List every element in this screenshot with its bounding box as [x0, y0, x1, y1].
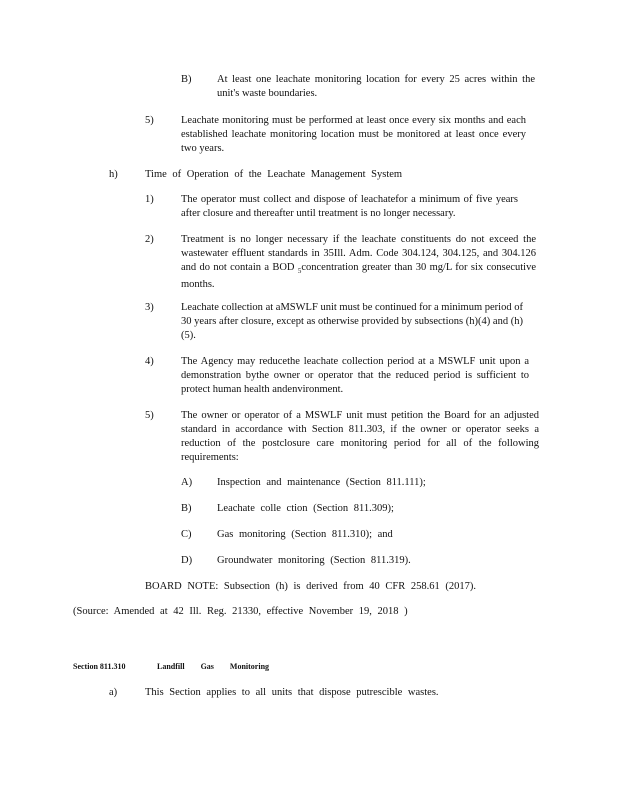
list-marker: 2) [145, 234, 154, 245]
paragraph-text: At least one leachate monitoring location for every 25 acres within the unit's waste boundaries. [217, 74, 535, 99]
list-item-text: Leachate colle ction (Section 811.309); [217, 503, 394, 514]
list-marker: C) [181, 529, 192, 540]
list-marker: 1) [145, 194, 154, 205]
paragraph-text [181, 233, 536, 292]
list-marker: 5) [145, 115, 154, 126]
list-marker: h) [109, 169, 118, 180]
paragraph-text: The owner or operator of a MSWLF unit must petition the Board for an adjusted standard in accordance with Section 811.303, if the owner or operator seeks a reduction of the postclosure care monitoring period for all of the following requirements: [181, 410, 539, 463]
paragraph-text: The operator must collect and dispose of leachatefor a minimum of five years after closure and thereafter until treatment is no longer necessary. [181, 194, 518, 219]
subscript: 5 [297, 267, 302, 276]
section-number: Section 811.310 [73, 662, 126, 671]
list-marker: B) [181, 74, 192, 85]
paragraph-text-part: concentration greater than 30 mg/L for six consecutive months. [181, 262, 537, 291]
source-note: (Source: Amended at 42 Ill. Reg. 21330, effective November 19, 2018 ) [73, 606, 408, 617]
list-marker: 3) [145, 302, 154, 313]
board-note: BOARD NOTE: Subsection (h) is derived from 40 CFR 258.61 (2017). [145, 581, 476, 592]
paragraph-text: Leachate collection at aMSWLF unit must be continued for a minimum period of 30 years after closure, except as otherwise provided by subsections (h)(4) and (h)(5). [181, 302, 523, 341]
list-marker: 5) [145, 410, 154, 421]
list-marker: a) [109, 687, 118, 698]
section-title: Landfill Gas Monitoring [157, 662, 270, 671]
list-marker: B) [181, 503, 192, 514]
paragraph-text-part: Treatment is no longer necessary if the leachate constituents do not exceed the wastewater effluent standards in 35Ill. Adm. Code 304.124, 304.125, and 304.126 and do not contain a BOD [181, 234, 536, 273]
subsection-heading: Time of Operation of the Leachate Management System [145, 169, 403, 180]
list-item-text: Groundwater monitoring (Section 811.319). [217, 555, 411, 566]
list-marker: 4) [145, 356, 154, 367]
paragraph-text: This Section applies to all units that dispose putrescible wastes. [145, 687, 439, 698]
list-marker: A) [181, 477, 193, 488]
list-marker: D) [181, 555, 193, 566]
paragraph-text: Leachate monitoring must be performed at least once every six months and each established leachate monitoring location must be monitored at least once every two years. [181, 115, 526, 154]
paragraph-text: The Agency may reducethe leachate collection period at a MSWLF unit upon a demonstration bythe owner or operator that the reduced period is sufficient to protect human health andenvironment. [181, 356, 529, 395]
list-item-text: Gas monitoring (Section 811.310); and [217, 529, 393, 540]
list-item-text: Inspection and maintenance (Section 811.111); [217, 477, 426, 488]
